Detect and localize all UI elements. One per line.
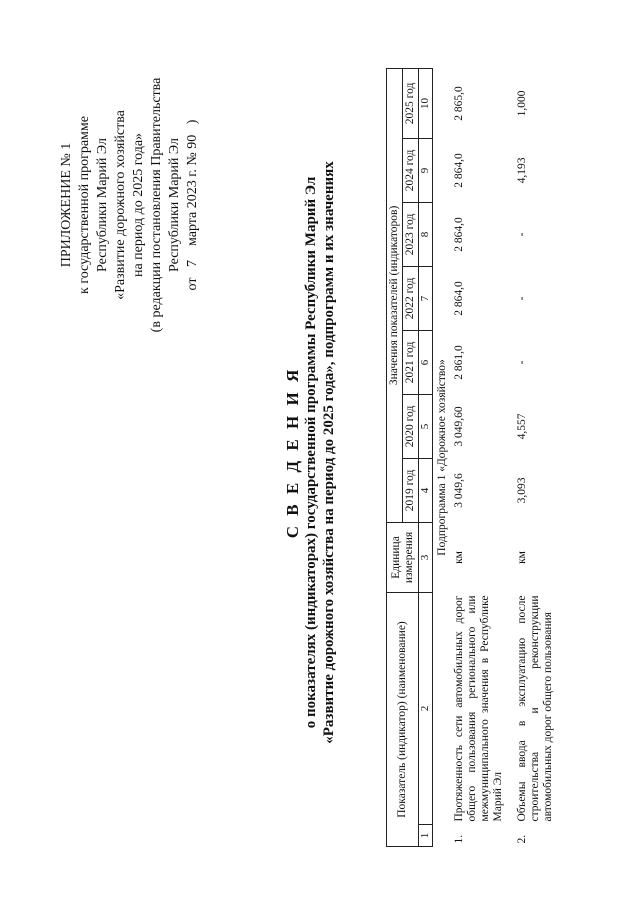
row-unit: км	[453, 551, 465, 564]
header-values-group: Значения показателей (индикаторов)	[387, 68, 403, 522]
annex-date-line: от 7 марта 2023 г. № 90 )	[185, 119, 200, 291]
column-number: 5	[419, 394, 433, 458]
column-number: 7	[419, 266, 433, 330]
row-indicator-name: Объемы ввода в эксплуатацию после строительства и реконструкции автомобильных дорог общего пользования	[516, 595, 554, 822]
row-value: 3,093	[516, 477, 528, 504]
column-numbers-row	[419, 68, 433, 846]
header-indicator: Показатель (индикатор) (наименование)	[387, 592, 419, 846]
header-year: 2025 год	[403, 68, 419, 138]
row-value: -	[516, 232, 528, 237]
document-subtitle: о показателях (индикаторах) государственной программы Республики Марий Эл	[303, 176, 319, 729]
header-year: 2024 год	[403, 138, 419, 202]
row-number: 1.	[453, 834, 465, 844]
column-number: 8	[419, 202, 433, 266]
header-row	[387, 68, 403, 846]
column-number: 1	[419, 825, 433, 847]
row-value: 2 861,0	[453, 345, 465, 380]
row-value: 3 049,60	[453, 406, 465, 447]
column-number: 3	[419, 522, 433, 592]
header-unit: Единица измерения	[387, 522, 419, 592]
row-value: 2 865,0	[453, 86, 465, 121]
annex-line: Республики Марий Эл	[95, 138, 110, 272]
row-value: 3 049,6	[453, 473, 465, 508]
column-number: 10	[419, 68, 433, 138]
row-value: 2 864,0	[453, 217, 465, 252]
row-value: 4,557	[516, 413, 528, 440]
header-year: 2022 год	[403, 266, 419, 330]
row-value: -	[516, 360, 528, 365]
column-number: 4	[419, 458, 433, 522]
row-value: 2 864,0	[453, 153, 465, 188]
annex-block	[58, 25, 202, 385]
header-year: 2023 год	[403, 202, 419, 266]
row-indicator-name: Протяженность сети автомобильных дорог общего пользования регионального или межмуниципального значения в Республике Марий Эл	[453, 595, 504, 822]
annex-line: ПРИЛОЖЕНИЕ № 1	[59, 142, 74, 268]
column-number: 2	[419, 592, 433, 824]
row-value: 4,193	[516, 157, 528, 184]
row-value: 1,000	[516, 90, 528, 117]
column-number: 6	[419, 330, 433, 394]
document-subtitle: «Развитие дорожного хозяйства на период до 2025 года», подпрограмм и их значениях	[321, 161, 337, 744]
annex-line: к государственной программе	[77, 116, 92, 294]
row-value: -	[516, 296, 528, 301]
row-unit: км	[516, 551, 528, 564]
document-title: С В Е Д Е Н И Я	[283, 366, 302, 539]
annex-line: «Развитие дорожного хозяйства	[113, 110, 128, 300]
header-year: 2021 год	[403, 330, 419, 394]
header-year: 2019 год	[403, 458, 419, 522]
row-value: 2 864,0	[453, 281, 465, 316]
annex-line: на период до 2025 года»	[131, 132, 146, 278]
column-number: 9	[419, 138, 433, 202]
row-number: 2.	[516, 834, 528, 844]
header-year: 2020 год	[403, 394, 419, 458]
table-row	[506, 68, 556, 846]
subprogram-row	[433, 68, 453, 846]
indicators-table	[386, 68, 556, 847]
annex-line: (в редакции постановления Правительства	[149, 77, 164, 333]
subprogram-title: Подпрограмма 1 «Дорожное хозяйство»	[436, 359, 448, 556]
table-row	[452, 68, 506, 846]
annex-line: Республики Марий Эл	[167, 138, 182, 272]
